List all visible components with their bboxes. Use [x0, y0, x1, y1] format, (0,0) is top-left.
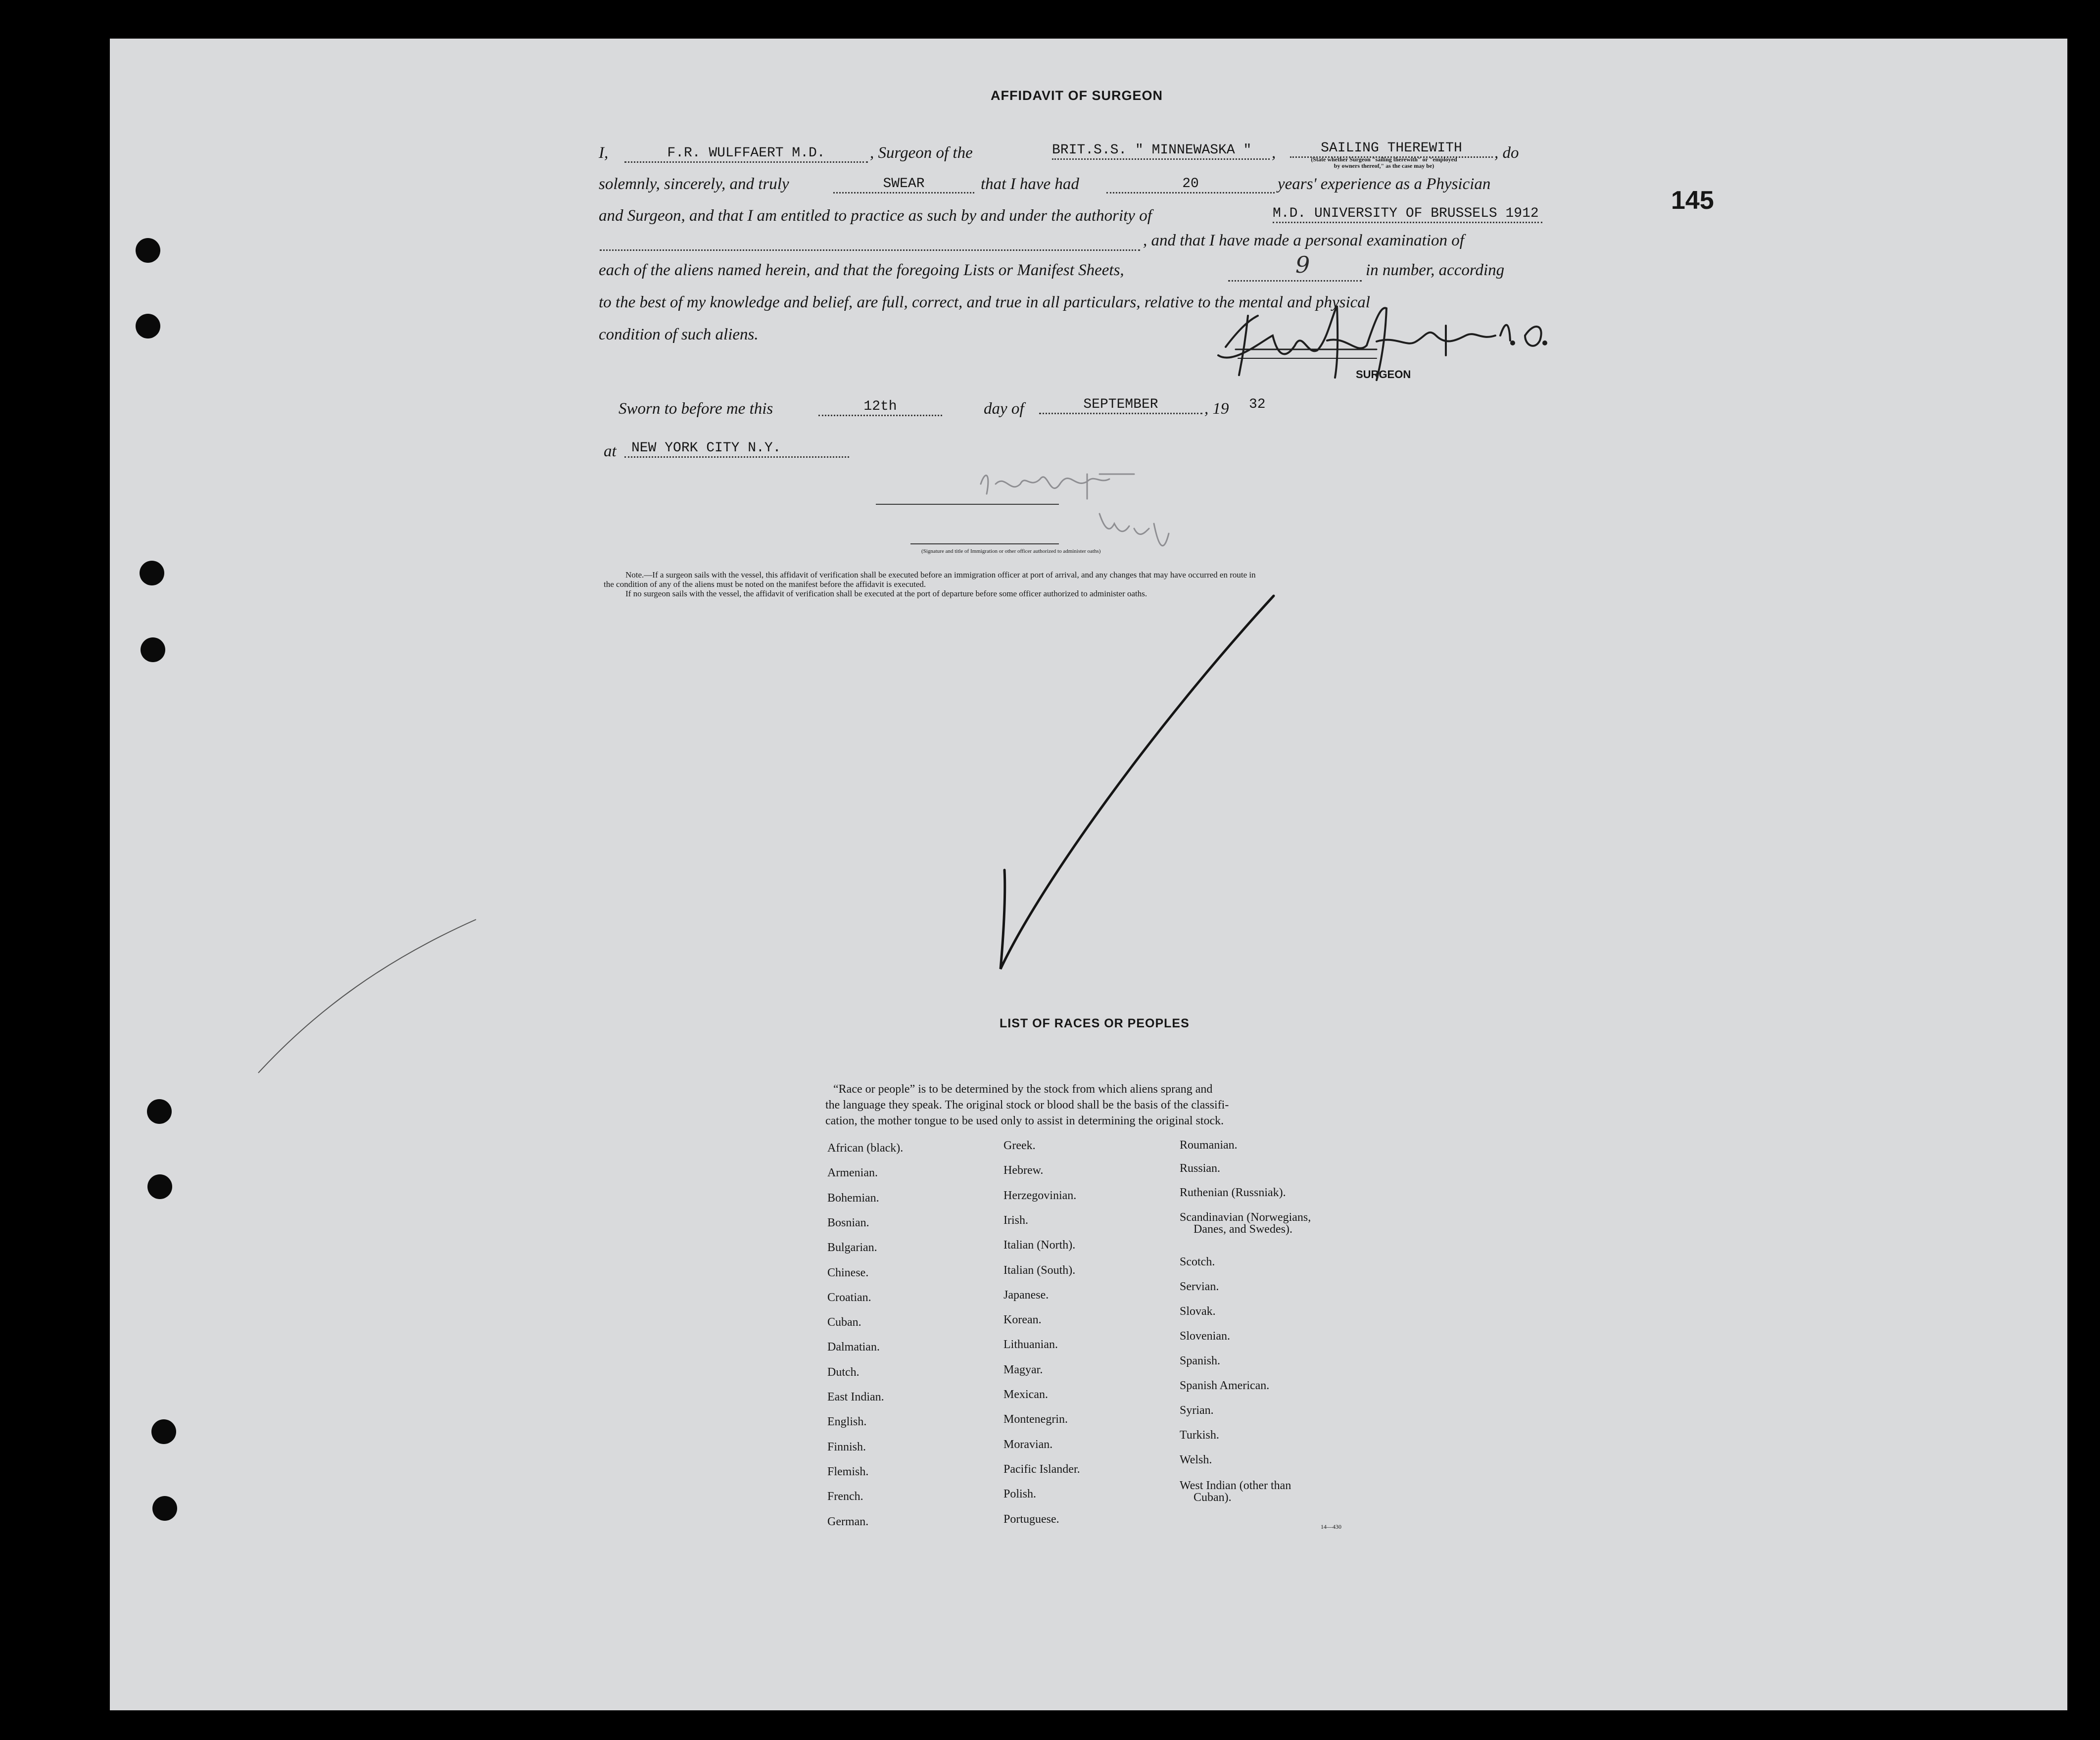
- affidavit-text: each of the aliens named herein, and that the foregoing Lists or Manifest Sheets,: [599, 261, 1124, 279]
- race-item: Bosnian.: [827, 1216, 869, 1229]
- race-item: Flemish.: [827, 1465, 869, 1478]
- race-item: Japanese.: [1003, 1289, 1049, 1302]
- race-item: English.: [827, 1415, 867, 1428]
- surgeon-signature: [1218, 306, 1546, 380]
- surgeon-label: SURGEON: [1356, 368, 1411, 381]
- race-item: Cuban.: [827, 1316, 861, 1329]
- race-item: Spanish American.: [1180, 1379, 1270, 1392]
- race-item: French.: [827, 1490, 863, 1503]
- race-item: Spanish.: [1180, 1354, 1221, 1367]
- race-item: Greek.: [1003, 1139, 1036, 1152]
- races-intro-line: cation, the mother tongue to be used only to assist in determining the original stock.: [825, 1114, 1224, 1127]
- affidavit-text: condition of such aliens.: [599, 326, 759, 343]
- caption-text: (State whether Surgeon "sailing therewith" or "employed by owners thereof," as the case may be): [1311, 156, 1457, 169]
- affidavit-text: solemnly, sincerely, and truly: [599, 175, 789, 193]
- race-item: Scotch.: [1180, 1256, 1215, 1268]
- note-line: Note.—If a surgeon sails with the vessel, this affidavit of verification shall be executed before an immigration officer at port of arrival, and any changes that may have occurred en route in: [625, 570, 1256, 580]
- race-item: Pacific Islander.: [1003, 1463, 1080, 1476]
- race-item: Dalmatian.: [827, 1341, 880, 1353]
- years-field: 20: [1106, 177, 1275, 193]
- checkmark: [1001, 596, 1274, 969]
- affidavit-text: , Surgeon of the: [870, 144, 973, 162]
- authority-field: M.D. UNIVERSITY OF BRUSSELS 1912: [1273, 207, 1542, 223]
- note-line: the condition of any of the aliens must be noted on the manifest before the affidavit is executed.: [604, 580, 926, 589]
- race-item: East Indian.: [827, 1391, 884, 1403]
- race-item: Italian (South).: [1003, 1264, 1076, 1277]
- place-field: NEW YORK CITY N.Y.: [624, 441, 849, 458]
- page-number: 145: [1671, 186, 1714, 215]
- race-item: Welsh.: [1180, 1453, 1212, 1466]
- race-item: Turkish.: [1180, 1429, 1219, 1442]
- stray-pencil-line: [258, 919, 476, 1073]
- race-item: Finnish.: [827, 1441, 866, 1453]
- race-item: Herzegovinian.: [1003, 1189, 1077, 1202]
- race-item: Portuguese.: [1003, 1513, 1059, 1526]
- race-item: Irish.: [1003, 1214, 1028, 1227]
- races-intro-line: “Race or people” is to be determined by the stock from which aliens sprang and: [833, 1083, 1213, 1096]
- race-item: German.: [827, 1515, 869, 1528]
- affidavit-text: , do: [1494, 144, 1519, 162]
- day-field: 12th: [818, 400, 942, 416]
- sheets-count-handwritten: 9: [1295, 251, 1310, 278]
- race-item: Moravian.: [1003, 1438, 1053, 1451]
- affidavit-text: that I have had: [981, 175, 1079, 193]
- sworn-text: day of: [984, 400, 1024, 418]
- officer-signature: [981, 474, 1169, 546]
- race-item: Hebrew.: [1003, 1164, 1044, 1177]
- sworn-text: , 19: [1204, 400, 1229, 418]
- year-field: 32: [1249, 397, 1266, 412]
- race-item: African (black).: [827, 1142, 904, 1155]
- race-item: Chinese.: [827, 1266, 869, 1279]
- race-item: Servian.: [1180, 1280, 1219, 1293]
- race-item: Korean.: [1003, 1313, 1042, 1326]
- sworn-text: at: [604, 442, 617, 460]
- vessel-name-field: BRIT.S.S. " MINNEWASKA ": [1052, 144, 1270, 160]
- affidavit-text: in number, according: [1366, 261, 1505, 279]
- affidavit-text: , and that I have made a personal examination of: [1143, 232, 1464, 249]
- affidavit-text: to the best of my knowledge and belief, are full, correct, and true in all particulars, relative to the mental and physical: [599, 293, 1370, 311]
- race-item: Armenian.: [827, 1166, 878, 1179]
- race-item: Bohemian.: [827, 1192, 879, 1205]
- race-item: Croatian.: [827, 1291, 871, 1304]
- race-item: Ruthenian (Russniak).: [1180, 1186, 1286, 1199]
- race-item: Montenegrin.: [1003, 1413, 1068, 1426]
- surgeon-status-field: SAILING THEREWITH: [1290, 142, 1493, 158]
- sworn-text: Sworn to before me this: [619, 400, 773, 418]
- race-item: Dutch.: [827, 1366, 859, 1379]
- race-item: Bulgarian.: [827, 1241, 877, 1254]
- race-item: Danes, and Swedes).: [1193, 1223, 1292, 1236]
- affidavit-text: years' experience as a Physician: [1278, 175, 1491, 193]
- note-line: If no surgeon sails with the vessel, the affidavit of verification shall be executed at the port of departure before some officer authorized to administer oaths.: [625, 589, 1147, 598]
- oath-field: SWEAR: [833, 177, 974, 193]
- race-item: Slovenian.: [1180, 1330, 1230, 1343]
- race-item: Mexican.: [1003, 1388, 1048, 1401]
- month-field: SEPTEMBER: [1039, 398, 1202, 414]
- race-item: Lithuanian.: [1003, 1338, 1058, 1351]
- officer-caption: (Signature and title of Immigration or other officer authorized to administer oaths): [921, 548, 1101, 554]
- race-item: Scandinavian (Norwegians,: [1180, 1211, 1311, 1224]
- race-item: Italian (North).: [1003, 1239, 1076, 1252]
- affidavit-text: ,: [1272, 144, 1276, 162]
- race-item: West Indian (other than: [1180, 1479, 1291, 1492]
- race-item: Cuban).: [1193, 1491, 1232, 1504]
- race-item: Magyar.: [1003, 1363, 1043, 1376]
- races-intro-line: the language they speak. The original stock or blood shall be the basis of the classifi-: [825, 1099, 1229, 1112]
- races-title: LIST OF RACES OR PEOPLES: [1000, 1016, 1190, 1030]
- race-item: Roumanian.: [1180, 1139, 1238, 1152]
- affidavit-text: and Surgeon, and that I am entitled to practice as such by and under the authority of: [599, 207, 1152, 225]
- affidavit-title: AFFIDAVIT OF SURGEON: [991, 88, 1163, 103]
- race-item: Polish.: [1003, 1488, 1037, 1500]
- race-item: Syrian.: [1180, 1404, 1214, 1417]
- race-item: Russian.: [1180, 1162, 1221, 1175]
- handwriting-overlay: [110, 39, 2067, 1710]
- surgeon-name-field: F.R. WULFFAERT M.D.: [624, 146, 868, 163]
- form-number: 14—430: [1321, 1523, 1341, 1530]
- race-item: Slovak.: [1180, 1305, 1216, 1318]
- affidavit-text: I,: [599, 144, 609, 162]
- manifest-page: [110, 39, 2067, 1710]
